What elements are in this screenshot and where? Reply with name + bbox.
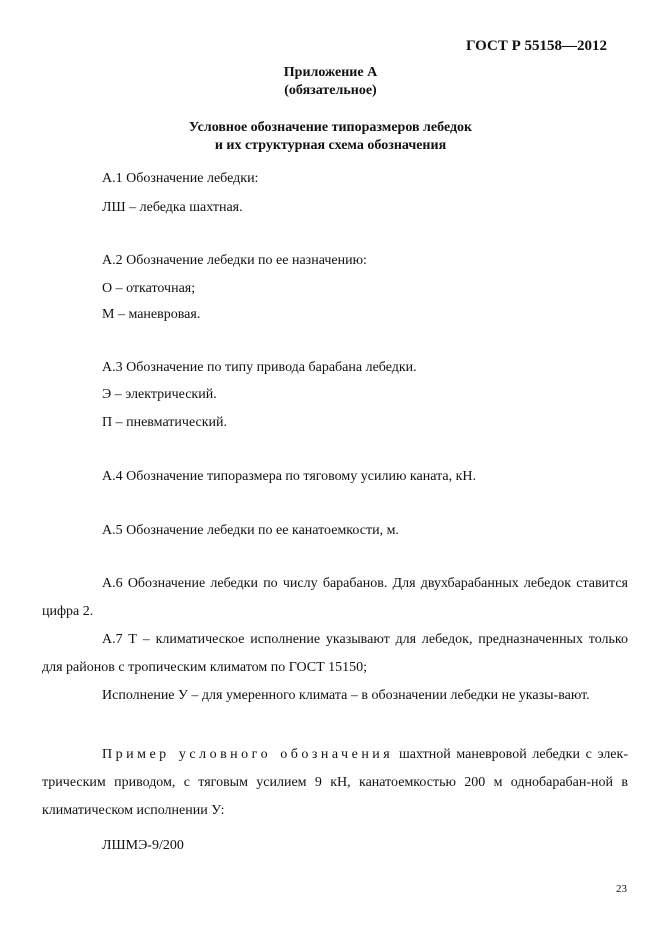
item-a3-value1: Э – электрический. <box>102 387 217 402</box>
item-a7-text: А.7 Т – климатическое исполнение указывают для лебедок, предназначенных только для районов с тропическим климатом по ГОСТ 15150; <box>42 632 628 675</box>
item-a6-text: А.6 Обозначение лебедки по числу барабанов. Для двухбарабанных лебедок ставится цифра 2. <box>42 576 628 619</box>
annex-title: Приложение А <box>283 65 378 80</box>
example-text: шахтной маневровой лебедки с элек-трическим приводом, с тяговым усилием 9 кН, канатоемкостью 200 м однобарабан-ной в климатическом исполнении У: <box>42 747 628 818</box>
item-a4-heading: А.4 Обозначение типоразмера по тяговому усилию каната, кН. <box>102 469 476 484</box>
annex-heading <box>0 64 661 100</box>
example-lead: Пример условного обозначения <box>102 747 394 762</box>
section-title-line1: Условное обозначение типоразмеров лебедок <box>188 120 473 135</box>
item-a7-note: Исполнение У – для умеренного климата – в обозначении лебедки не указы-вают. <box>102 688 590 703</box>
item-a1-heading: А.1 Обозначение лебедки: <box>102 171 259 186</box>
item-a1-value: ЛШ – лебедка шахтная. <box>102 200 243 215</box>
annex-status: (обязательное) <box>284 83 377 98</box>
example-paragraph <box>42 741 628 825</box>
section-heading <box>0 119 661 155</box>
page-number: 23 <box>616 883 627 895</box>
section-title-line2: и их структурная схема обозначения <box>214 138 447 153</box>
item-a3-heading: А.3 Обозначение по типу привода барабана лебедки. <box>102 360 417 375</box>
item-a3-value2: П – пневматический. <box>102 415 228 430</box>
item-a2-value1: О – откаточная; <box>102 281 196 296</box>
item-a7-paragraph <box>42 626 628 682</box>
item-a5-heading: А.5 Обозначение лебедки по ее канатоемкости, м. <box>102 523 399 538</box>
item-a2-value2: М – маневровая. <box>102 307 201 322</box>
item-a6-paragraph <box>42 570 628 626</box>
item-a7-note-paragraph <box>42 682 628 710</box>
item-a2-heading: А.2 Обозначение лебедки по ее назначению: <box>102 253 367 268</box>
example-code: ЛШМЭ-9/200 <box>102 838 184 853</box>
document-code: ГОСТ Р 55158—2012 <box>465 38 607 54</box>
